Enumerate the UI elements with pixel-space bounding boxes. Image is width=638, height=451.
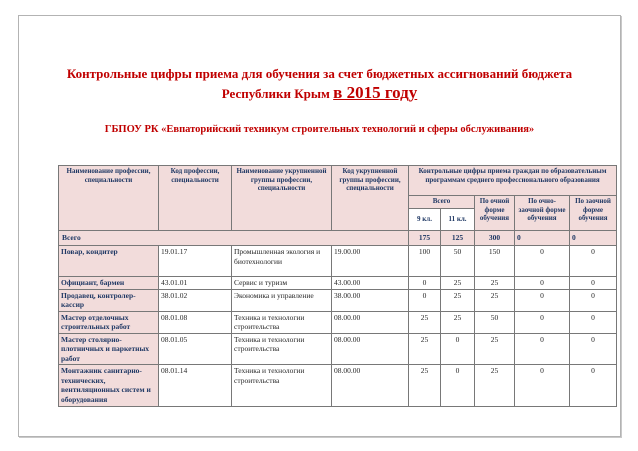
title-line2 xyxy=(19,83,620,103)
header-profession: Наименование профессии, специальности xyxy=(59,166,159,231)
grade11-cell: 25 xyxy=(441,311,475,333)
header-extramural: По заочной форме обучения xyxy=(570,196,617,231)
grade9-cell: 25 xyxy=(409,311,441,333)
group-name-cell: Сервис и туризм xyxy=(232,277,332,290)
full-time-cell: 25 xyxy=(475,277,515,290)
group-name-cell: Техника и технологии строительства xyxy=(232,333,332,365)
code-cell: 08.01.14 xyxy=(159,365,232,407)
table-row xyxy=(59,277,617,290)
header-grade9: 9 кл. xyxy=(409,209,441,231)
part-time-cell: 0 xyxy=(515,311,570,333)
grade11-cell: 50 xyxy=(441,246,475,277)
table-row xyxy=(59,311,617,333)
table-row xyxy=(59,246,617,277)
group-code-cell: 19.00.00 xyxy=(332,246,409,277)
document-page xyxy=(18,15,621,437)
group-code-cell: 08.00.00 xyxy=(332,311,409,333)
grade9-cell: 0 xyxy=(409,277,441,290)
title-line2-prefix: Республики Крым xyxy=(221,86,334,101)
table-row xyxy=(59,365,617,407)
profession-cell: Мастер столярно-плотничных и паркетных работ xyxy=(59,333,159,365)
header-part-time: По очно-заочной форме обучения xyxy=(515,196,570,231)
part-time-cell: 0 xyxy=(515,246,570,277)
extramural-cell: 0 xyxy=(570,333,617,365)
group-code-cell: 08.00.00 xyxy=(332,365,409,407)
totals-row xyxy=(59,231,617,246)
title-year: в 2015 году xyxy=(333,83,418,102)
table-body xyxy=(59,231,617,407)
totals-full-time: 300 xyxy=(475,231,515,246)
grade11-cell: 25 xyxy=(441,277,475,290)
extramural-cell: 0 xyxy=(570,365,617,407)
group-name-cell: Промышленная экология и биотехнологии xyxy=(232,246,332,277)
full-time-cell: 25 xyxy=(475,333,515,365)
full-time-cell: 25 xyxy=(475,365,515,407)
admission-figures-table xyxy=(58,165,617,407)
code-cell: 08.01.08 xyxy=(159,311,232,333)
header-group-code: Код укрупненной группы профессии, специальности xyxy=(332,166,409,231)
profession-cell: Повар, кондитер xyxy=(59,246,159,277)
totals-extramural: 0 xyxy=(570,231,617,246)
profession-cell: Официант, бармен xyxy=(59,277,159,290)
code-cell: 08.01.05 xyxy=(159,333,232,365)
grade9-cell: 25 xyxy=(409,333,441,365)
profession-cell: Монтажник санитарно-технических, вентиляционных систем и оборудования xyxy=(59,365,159,407)
grade11-cell: 25 xyxy=(441,289,475,311)
header-grade11: 11 кл. xyxy=(441,209,475,231)
grade11-cell: 0 xyxy=(441,333,475,365)
group-code-cell: 08.00.00 xyxy=(332,333,409,365)
profession-cell: Мастер отделочных строительных работ xyxy=(59,311,159,333)
full-time-cell: 50 xyxy=(475,311,515,333)
header-code: Код профессии, специальности xyxy=(159,166,232,231)
group-name-cell: Техника и технологии строительства xyxy=(232,365,332,407)
group-code-cell: 38.00.00 xyxy=(332,289,409,311)
code-cell: 43.01.01 xyxy=(159,277,232,290)
grade11-cell: 0 xyxy=(441,365,475,407)
header-full-time: По очной форме обучения xyxy=(475,196,515,231)
part-time-cell: 0 xyxy=(515,277,570,290)
extramural-cell: 0 xyxy=(570,246,617,277)
totals-grade9: 175 xyxy=(409,231,441,246)
part-time-cell: 0 xyxy=(515,365,570,407)
header-banner: Контрольные цифры приема граждан по образовательным программам среднего профессионального образования xyxy=(409,166,617,196)
table-row xyxy=(59,333,617,365)
header-total: Всего xyxy=(409,196,475,209)
full-time-cell: 150 xyxy=(475,246,515,277)
full-time-cell: 25 xyxy=(475,289,515,311)
header-group-name: Наименование укрупненной группы профессии, специальности xyxy=(232,166,332,231)
extramural-cell: 0 xyxy=(570,311,617,333)
part-time-cell: 0 xyxy=(515,289,570,311)
profession-cell: Продавец, контролер-кассир xyxy=(59,289,159,311)
grade9-cell: 25 xyxy=(409,365,441,407)
title-line1: Контрольные цифры приема для обучения за счет бюджетных ассигнований бюджета xyxy=(66,66,573,81)
part-time-cell: 0 xyxy=(515,333,570,365)
group-code-cell: 43.00.00 xyxy=(332,277,409,290)
totals-label: Всего xyxy=(59,231,409,246)
group-name-cell: Техника и технологии строительства xyxy=(232,311,332,333)
group-name-cell: Экономика и управление xyxy=(232,289,332,311)
totals-part-time: 0 xyxy=(515,231,570,246)
table-row xyxy=(59,289,617,311)
code-cell: 38.01.02 xyxy=(159,289,232,311)
institution-subtitle: ГБПОУ РК «Евпаторийский техникум строительных технологий и сферы обслуживания» xyxy=(104,124,535,135)
grade9-cell: 0 xyxy=(409,289,441,311)
page-title xyxy=(19,64,620,103)
totals-grade11: 125 xyxy=(441,231,475,246)
extramural-cell: 0 xyxy=(570,289,617,311)
grade9-cell: 100 xyxy=(409,246,441,277)
code-cell: 19.01.17 xyxy=(159,246,232,277)
extramural-cell: 0 xyxy=(570,277,617,290)
